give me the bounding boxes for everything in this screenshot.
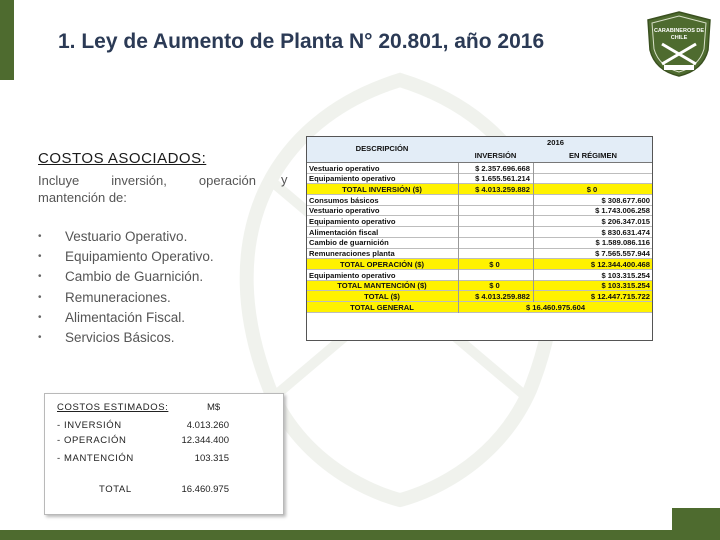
table-row: Equipamiento operativo $ 1.655.561.214 xyxy=(307,174,652,185)
table-row-total-inversion: TOTAL INVERSIÓN ($) $ 4.013.259.882 $ 0 xyxy=(307,184,652,195)
incluye-text: Incluye inversión, operación mantención de: xyxy=(38,173,256,205)
table-row-total-operacion: TOTAL OPERACIÓN ($) $ 0 $ 12.344.400.468 xyxy=(307,259,652,270)
estimados-value-mantencion: 103.315 xyxy=(194,453,229,464)
logo-text-bottom: CHILE xyxy=(670,35,688,41)
bullet-icon: • xyxy=(38,331,42,343)
column-divider xyxy=(533,163,534,302)
table-row: Alimentación fiscal $ 830.631.474 xyxy=(309,227,650,237)
page-title: 1. Ley de Aumento de Planta N° 20.801, año 2016 xyxy=(58,30,545,53)
list-item: • Alimentación Fiscal. xyxy=(38,308,214,328)
column-divider xyxy=(458,163,459,313)
estimados-unit: M$ xyxy=(207,402,221,413)
bullet-icon: • xyxy=(38,291,42,303)
incluye-y: y xyxy=(281,172,288,187)
estimados-value-operacion: 12.344.400 xyxy=(181,435,229,446)
estimados-label-mantencion: - MANTENCIÓN xyxy=(57,453,134,464)
table-row: Vestuario operativo $ 1.743.006.258 xyxy=(309,206,650,216)
header-inversion: INVERSIÓN xyxy=(474,151,517,160)
list-item: • Cambio de Guarnición. xyxy=(38,267,214,287)
header-regimen: EN RÉGIMEN xyxy=(568,151,618,160)
bottom-corner-block xyxy=(672,508,720,530)
carabineros-logo-icon xyxy=(644,10,714,78)
table-row: Vestuario operativo $ 2.357.696.668 xyxy=(307,163,652,174)
costos-asociados-heading: COSTOS ASOCIADOS: xyxy=(38,150,207,167)
cost-table xyxy=(306,136,653,341)
costos-estimados-box xyxy=(44,393,284,515)
estimados-label-operacion: - OPERACIÓN xyxy=(57,435,127,446)
list-item: • Vestuario Operativo. xyxy=(38,227,214,247)
table-row-total-general: TOTAL GENERAL $ 16.460.975.604 xyxy=(307,302,652,313)
table-row: Cambio de guarnición $ 1.589.086.116 xyxy=(309,238,650,248)
bullet-icon: • xyxy=(38,311,42,323)
table-row-total-mantencion: TOTAL MANTENCIÓN ($) $ 0 $ 103.315.254 xyxy=(307,281,652,292)
bullet-icon: • xyxy=(38,231,42,242)
logo-text-top: CARABINEROS DE xyxy=(653,28,705,34)
bullet-icon: • xyxy=(38,271,42,283)
estimados-value-inversion: 4.013.260 xyxy=(186,420,229,431)
estimados-total-value: 16.460.975 xyxy=(181,484,229,495)
estimados-total-label: TOTAL xyxy=(99,484,132,495)
table-row: Equipamiento operativo $ 103.315.254 xyxy=(309,270,650,280)
table-row: Equipamiento operativo $ 206.347.015 xyxy=(309,217,650,226)
estimados-label-inversion: - INVERSIÓN xyxy=(57,420,122,431)
estimados-title: COSTOS ESTIMADOS: xyxy=(57,402,169,413)
list-item: • Remuneraciones. xyxy=(38,288,214,308)
left-accent-bar xyxy=(0,0,14,80)
cost-bullet-list xyxy=(38,227,214,348)
list-item: • Servicios Básicos. xyxy=(38,328,214,348)
list-item: • Equipamiento Operativo. xyxy=(38,247,214,267)
header-year: 2016 xyxy=(547,138,564,147)
table-row: Consumos básicos $ 308.677.600 xyxy=(309,195,650,205)
bottom-bar xyxy=(0,530,720,540)
table-row: Remuneraciones planta $ 7.565.557.944 xyxy=(309,249,650,259)
table-row-total: TOTAL ($) $ 4.013.259.882 $ 12.447.715.722 xyxy=(307,291,652,302)
bullet-icon: • xyxy=(38,251,42,263)
header-descripcion: DESCRIPCIÓN xyxy=(355,144,409,153)
table-header xyxy=(307,137,652,163)
